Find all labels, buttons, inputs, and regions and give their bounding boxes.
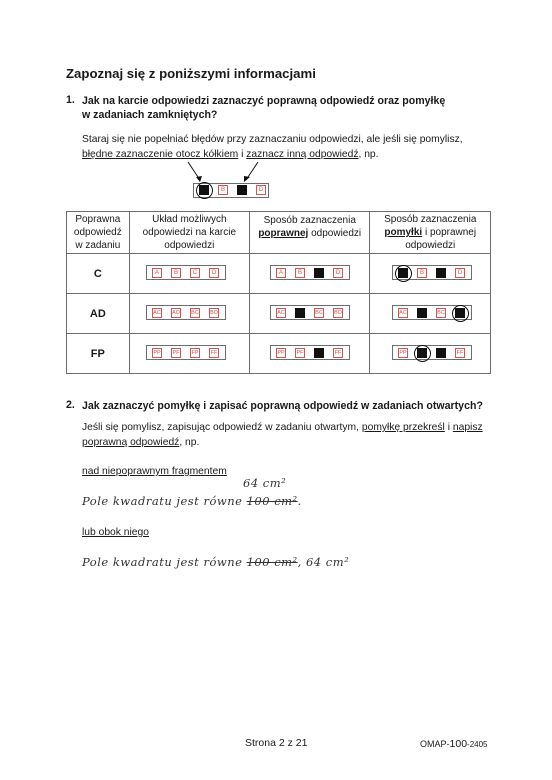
header-col1-line3: w zadaniu: [75, 240, 121, 251]
q2-label-above: nad niepoprawnym fragmentem: [82, 466, 227, 477]
q1-question-line1: Jak na karcie odpowiedzi zaznaczyć poprawną odpowiedź oraz pomyłkę: [82, 95, 446, 107]
header-error-marking: [370, 212, 491, 254]
row-ad-error-box-bc: BC: [437, 310, 445, 316]
q1-para-line2: [82, 147, 502, 162]
row-c-error-box-d: D: [455, 268, 465, 278]
example-error-circle: [196, 182, 213, 199]
q1-paragraph: [82, 132, 502, 162]
row-c-correct-box-a: A: [276, 268, 286, 278]
exam-code: [420, 738, 488, 750]
header-col3-rest: odpowiedzi: [308, 228, 362, 239]
row-c-correct-box-b: B: [295, 268, 305, 278]
example-box-c: [237, 185, 247, 195]
q2-para-line1: [82, 420, 502, 435]
row-ad-correct-box-ac: AC: [277, 310, 285, 316]
hand2-struck: 100 cm²: [246, 555, 298, 569]
row-fp-error-box-fp: [436, 348, 446, 358]
q2-strike-instruction: pomyłkę przekreśl: [361, 422, 445, 433]
row-answer-ad: AD: [67, 294, 130, 334]
q2-correct-answer-instruction: poprawną odpowiedź: [82, 437, 180, 448]
row-answer-c: C: [67, 254, 130, 294]
row-c-correct-box-d: D: [333, 268, 343, 278]
hand2-text: Pole kwadratu jest równe: [82, 555, 247, 569]
row-c-correct-box-c: [314, 268, 324, 278]
row-fp-layout-box-ff: FF: [210, 350, 218, 356]
q1-para-conj: i: [238, 149, 247, 160]
row-c-layout-box-b: B: [171, 268, 181, 278]
q2-handwritten-correction: 64 cm²: [243, 476, 287, 490]
row-c-layout-box-d: D: [209, 268, 219, 278]
header-col2-line2: odpowiedzi na karcie: [142, 227, 237, 238]
row-ad-layout-box-bc: BC: [191, 310, 199, 316]
exam-code-suffix: -2405: [467, 740, 488, 749]
header-col4-bold: pomyłki: [384, 227, 423, 238]
header-col3-bold: poprawnej: [258, 228, 309, 239]
row-c-layout-box-c: C: [190, 268, 200, 278]
header-col4-line3: odpowiedzi: [405, 240, 456, 251]
row-answer-fp: FP: [67, 334, 130, 374]
row-c-error-box-c: [436, 268, 446, 278]
q2-para-line2: [82, 435, 502, 450]
example-box-b: B: [218, 185, 228, 195]
q2-question: Jak zaznaczyć pomyłkę i zapisać poprawną odpowiedź w zadaniach otwartych?: [82, 400, 483, 412]
header-col4-line1: Sposób zaznaczenia: [384, 214, 477, 225]
row-ad-layout-box-ad: AD: [172, 310, 180, 316]
row-fp-error-circle: [414, 345, 431, 362]
exam-code-number: 100: [449, 738, 468, 750]
q1-number: 1.: [66, 94, 75, 106]
row-fp-correct-box-fp: [314, 348, 324, 358]
header-col4-line2: [370, 226, 490, 239]
q1-mark-instruction: zaznacz inną odpowiedź: [246, 149, 359, 160]
exam-code-prefix: OMAP-: [420, 739, 450, 749]
q2-paragraph: [82, 420, 502, 450]
row-fp-correct-box-pf: PF: [296, 350, 304, 356]
page-title: Zapoznaj się z poniższymi informacjami: [66, 66, 316, 81]
row-ad-correct-box-bd: BD: [334, 310, 342, 316]
header-col2-line1: Układ możliwych: [152, 214, 227, 225]
row-fp-layout-box-pf: PF: [172, 350, 180, 356]
header-col4-rest: i poprawnej: [422, 227, 477, 238]
row-c-layout-box-a: A: [152, 268, 162, 278]
row-ad-error-box-ad: [417, 308, 427, 318]
row-ad-error-circle: [452, 305, 469, 322]
q2-para-end: , np.: [179, 437, 200, 448]
row-c-error-circle: [395, 265, 412, 282]
hand1-struck: 100 cm²: [246, 494, 298, 508]
q1-para-end: , np.: [358, 149, 379, 160]
hand1-end: .: [297, 494, 302, 508]
row-fp-correct-box-ff: FF: [334, 350, 342, 356]
q1-question: [82, 94, 445, 122]
q2-handwritten-example-1: [82, 494, 302, 508]
row-ad-layout-box-ac: AC: [153, 310, 161, 316]
q1-circle-instruction: błędne zaznaczenie otocz kółkiem: [82, 149, 239, 160]
example-box-d: D: [256, 185, 266, 195]
header-col3-line1: Sposób zaznaczenia: [263, 215, 356, 226]
row-fp-error-box-pp: PP: [399, 350, 407, 356]
header-col1-line1: Poprawna: [75, 214, 121, 225]
header-col3-line2: [250, 227, 369, 240]
row-ad-correct-box-bc: BC: [315, 310, 323, 316]
header-col2-line3: odpowiedzi: [164, 240, 215, 251]
q2-handwritten-example-2: [82, 555, 349, 569]
table-header-row: [67, 212, 491, 254]
row-fp-layout-box-pp: PP: [153, 350, 161, 356]
row-ad-correct-box-ad: [295, 308, 305, 318]
header-correct-answer: [67, 212, 130, 254]
row-ad-layout-box-bd: BD: [210, 310, 218, 316]
q1-question-line2: w zadaniach zamkniętych?: [82, 109, 218, 121]
hand1-text: Pole kwadratu jest równe: [82, 494, 247, 508]
q2-write-instruction: napisz: [452, 422, 483, 433]
q2-para-conj: i: [444, 422, 453, 433]
hand2-end: , 64 cm²: [297, 555, 350, 569]
row-ad-error-box-ac: AC: [399, 310, 407, 316]
page-number: Strona 2 z 21: [245, 737, 308, 749]
header-col1-line2: odpowiedź: [73, 227, 122, 238]
header-correct-marking: [250, 212, 370, 254]
row-fp-correct-box-pp: PP: [277, 350, 285, 356]
row-c-error-box-b: B: [417, 268, 427, 278]
q2-number: 2.: [66, 399, 75, 411]
q2-para-text-a: Jeśli się pomylisz, zapisując odpowiedź w zadaniu otwartym,: [82, 422, 362, 433]
header-layout: [129, 212, 249, 254]
q2-label-beside: lub obok niego: [82, 527, 149, 538]
row-fp-error-box-ff: FF: [456, 350, 464, 356]
row-fp-layout-box-fp: FP: [191, 350, 199, 356]
q1-para-line1: Staraj się nie popełniać błędów przy zaznaczaniu odpowiedzi, ale jeśli się pomylisz,: [82, 134, 463, 145]
